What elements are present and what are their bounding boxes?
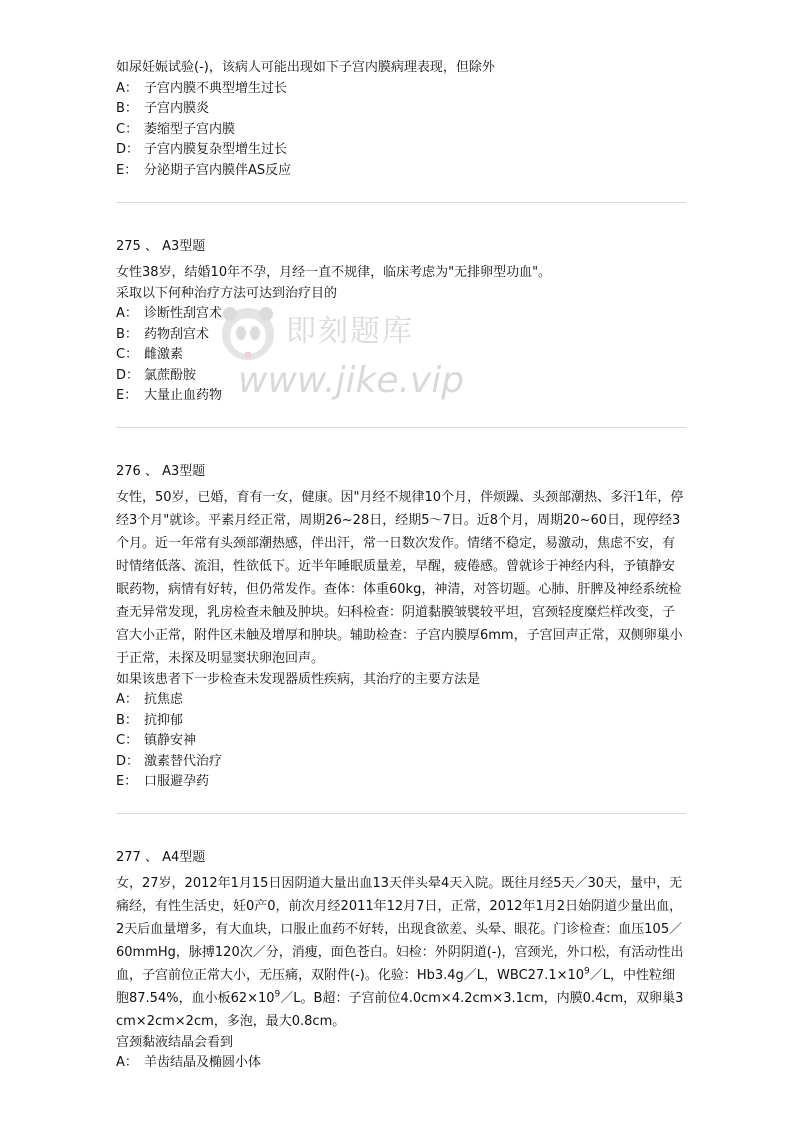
option-list <box>116 690 686 793</box>
option-d[interactable]: D： 激素替代治疗 <box>116 753 223 769</box>
option-a[interactable]: A： 子宫内膜不典型增生过长 <box>116 80 288 96</box>
divider <box>116 427 686 428</box>
option-a[interactable]: A： 抗焦虑 <box>116 692 184 707</box>
option-list <box>116 79 686 182</box>
option-d[interactable]: D： 子宫内膜复杂型增生过长 <box>116 142 288 157</box>
question-stem: 女性38岁，结婚10年不孕，月经一直不规律，临床考虑为"无排卵型功血"。 <box>116 265 552 280</box>
question-prompt: 如果该患者下一步检查未发现器质性疾病，其治疗的主要方法是 <box>116 671 481 687</box>
question-number: 276 、 A3型题 <box>116 463 206 479</box>
question-275 <box>116 237 686 407</box>
option-list <box>116 304 686 407</box>
question-276 <box>116 462 686 793</box>
option-d[interactable]: D： 氯蔗酚胺 <box>116 367 197 383</box>
question-stem: 女性，50岁，已婚，育有一女，健康。因"月经不规律10个月，伴烦躁、头颈部潮热、多汗1年，停经3个月"就诊。平素月经正常，周期26~28日，经期5～7日。近8个月，周期20~60日，现停经3个月。近一年常有头颈部潮热感，伴出汗，常一日数次发作。情绪不稳定，易激动，焦虑不安，有时情绪低落、流泪，性欲低下。近半年睡眠质量差，早醒，疲倦感。曾就诊于神经内科，予镇静安眠药物，病情有好转，但仍常发作。查体：体重60kg，神清，对答切题。心肺、肝脾及神经系统检查无异常发现，乳房检查未触及肿块。妇科检查：阴道黏膜皱襞较平坦，宫颈轻度糜烂样改变，子宫大小正常，附件区未触及增厚和肿块。辅助检查：子宫内膜厚6mm，子宫回声正常，双侧卵巢小于正常，未探及明显窦状卵泡回声。 <box>116 489 684 666</box>
question-prev <box>116 58 686 181</box>
option-c[interactable]: C： 雌激素 <box>116 347 184 362</box>
question-stem: 如尿妊娠试验(-)，该病人可能出现如下子宫内膜病理表现，但除外 <box>116 60 495 75</box>
option-e[interactable]: E： 大量止血药物 <box>116 388 223 403</box>
question-page <box>116 58 686 1074</box>
option-b[interactable]: B： 抗抑郁 <box>116 712 184 728</box>
question-prompt: 宫颈黏液结晶会看到 <box>116 1034 234 1050</box>
watermark-brand: 即刻题库 <box>286 314 414 349</box>
question-277 <box>116 848 686 1074</box>
option-b[interactable]: B： 子宫内膜炎 <box>116 101 210 116</box>
question-number: 277 、 A4型题 <box>116 849 206 865</box>
option-e[interactable]: E： 口服避孕药 <box>116 774 210 789</box>
option-c[interactable]: C： 萎缩型子宫内膜 <box>116 121 236 137</box>
exponent: 9 <box>584 966 590 977</box>
option-a[interactable]: A： 诊断性刮宫术 <box>116 306 223 321</box>
question-number: 275 、 A3型题 <box>116 239 206 254</box>
exponent: 9 <box>274 989 281 1000</box>
option-c[interactable]: C： 镇静安神 <box>116 733 197 748</box>
option-b[interactable]: B： 药物刮宫术 <box>116 326 210 342</box>
watermark-url: www.jike.vip <box>238 360 465 401</box>
question-stem: 女，27岁，2012年1月15日因阴道大量出血13天伴头晕4天入院。既往月经5天／30天，量中，无痛经，有性生活史，妊0产0，前次月经2011年12月7日，正常，2012年1月2日始阴道少量出血，2天后血量增多，有大血块，口服止血药不好转，出现食欲差、头晕、眼花。门诊检查：血压105／60mmHg，脉搏120次／分，消瘦，面色苍白。妇检：外阴阴道(-)，宫颈光，外口松，有活动性出血，子宫前位正常大小，无压痛，双附件(-)。化验：Hb3.4g／L，$WBC27.1\times 10^9/L$，中性粒细胞87.54%，血小板$62\times 10^9/L$。B超：子宫前位4.0cm×4.2cm×3.1cm，内膜0.4cm，双卵巢3cm×2cm×2cm，多泡，最大0.8cm。 <box>116 875 684 1029</box>
divider <box>116 202 686 203</box>
option-e[interactable]: E： 分泌期子宫内膜伴AS反应 <box>116 162 292 178</box>
question-prompt: 采取以下何种治疗方法可达到治疗目的 <box>116 285 338 301</box>
option-list <box>116 1053 686 1074</box>
option-a[interactable]: A： 羊齿结晶及椭圆小体 <box>116 1055 262 1070</box>
divider <box>116 813 686 814</box>
